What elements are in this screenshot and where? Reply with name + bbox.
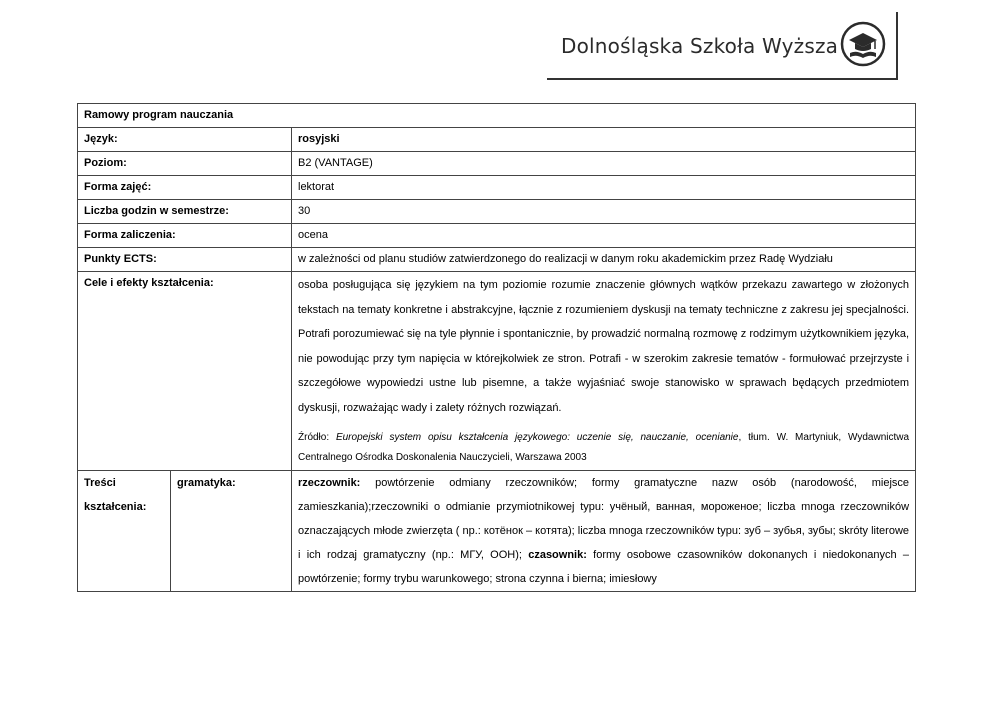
table-title-row [78, 104, 916, 128]
source-prefix: Źródło: [298, 432, 336, 443]
institution-logo [547, 12, 898, 80]
row-label: Język: [78, 128, 292, 152]
row-label: Poziom: [78, 152, 292, 176]
row-value: rosyjski [292, 128, 916, 152]
noun-description: powtórzenie odmiany rzeczowników; formy gramatyczne nazw osób (narodowość, miejsce zamieszkania);rzeczowniki o odmianie przymiotnikowej typu: учёный, ванная, мороженое; liczba mnoga rzeczowników oznaczających młode zwierzęta ( np.: котёнок – котята); liczba mnoga rzeczowników typu: зуб – зубья, зубы; skróty literowe i ich rodzaj gramatyczny (np.: МГУ, ООН); [298, 477, 910, 561]
row-value: 30 [292, 200, 916, 224]
goals-label: Cele i efekty kształcenia: [78, 272, 292, 471]
row-label: Forma zaliczenia: [78, 224, 292, 248]
term-noun: rzeczownik: [298, 477, 361, 489]
content-label: Treści kształcenia: [78, 471, 171, 592]
table-row [78, 224, 916, 248]
source-title: Europejski system opisu kształcenia językowego: uczenie się, nauczanie, ocenianie [335, 432, 739, 443]
row-label: Punkty ECTS: [78, 248, 292, 272]
institution-name: Dolnośląska Szkoła Wyższa [561, 34, 839, 58]
table-title: Ramowy program nauczania [78, 104, 916, 128]
row-label: Liczba godzin w semestrze: [78, 200, 292, 224]
content-text [292, 471, 916, 592]
goals-row [78, 272, 916, 471]
row-value: ocena [292, 224, 916, 248]
table-row [78, 152, 916, 176]
row-value: w zależności od planu studiów zatwierdzonego do realizacji w danym roku akademickim przez Radę Wydziału [292, 248, 916, 272]
content-sublabel: gramatyka: [171, 471, 292, 592]
source-details: , tłum. W. Martyniuk, Wydawnictwa Centralnego Ośrodka Doskonalenia Nauczycieli, Warszawa 2003 [298, 432, 910, 463]
content-row [78, 471, 916, 592]
goals-cell [292, 272, 916, 471]
row-value: B2 (VANTAGE) [292, 152, 916, 176]
table-row [78, 128, 916, 152]
verb-description: formy osobowe czasowników dokonanych i niedokonanych – powtórzenie; formy trybu warunkowego; strona czynna i bierna; imiesłowy [298, 549, 910, 585]
term-verb: czasownik: [528, 549, 587, 561]
graduation-cap-book-emblem-icon [839, 20, 887, 68]
table-row [78, 248, 916, 272]
row-label: Forma zajęć: [78, 176, 292, 200]
table-row [78, 176, 916, 200]
goals-source [298, 428, 909, 470]
goals-text: osoba posługująca się językiem na tym poziomie rozumie znaczenie głównych wątków przekazu zawartego w złożonych tekstach na tematy konkretne i abstrakcyjne, łącznie z rozumieniem dyskusji na tematy techniczne z zakresu jej specjalności. Potrafi porozumiewać się na tyle płynnie i spontanicznie, by prowadzić normalną rozmowę z rodzimym użytkownikiem języka, nie powodując przy tym napięcia w którejkolwiek ze stron. Potrafi - w szerokim zakresie tematów - formułować przejrzyste i szczegółowe wypowiedzi ustne lub pisemne, a także wyjaśniać swoje stanowisko w sprawach będących przedmiotem dyskusji, rozważając wady i zalety różnych rozwiązań. [298, 279, 910, 414]
curriculum-table [77, 103, 916, 592]
row-value: lektorat [292, 176, 916, 200]
table-row [78, 200, 916, 224]
